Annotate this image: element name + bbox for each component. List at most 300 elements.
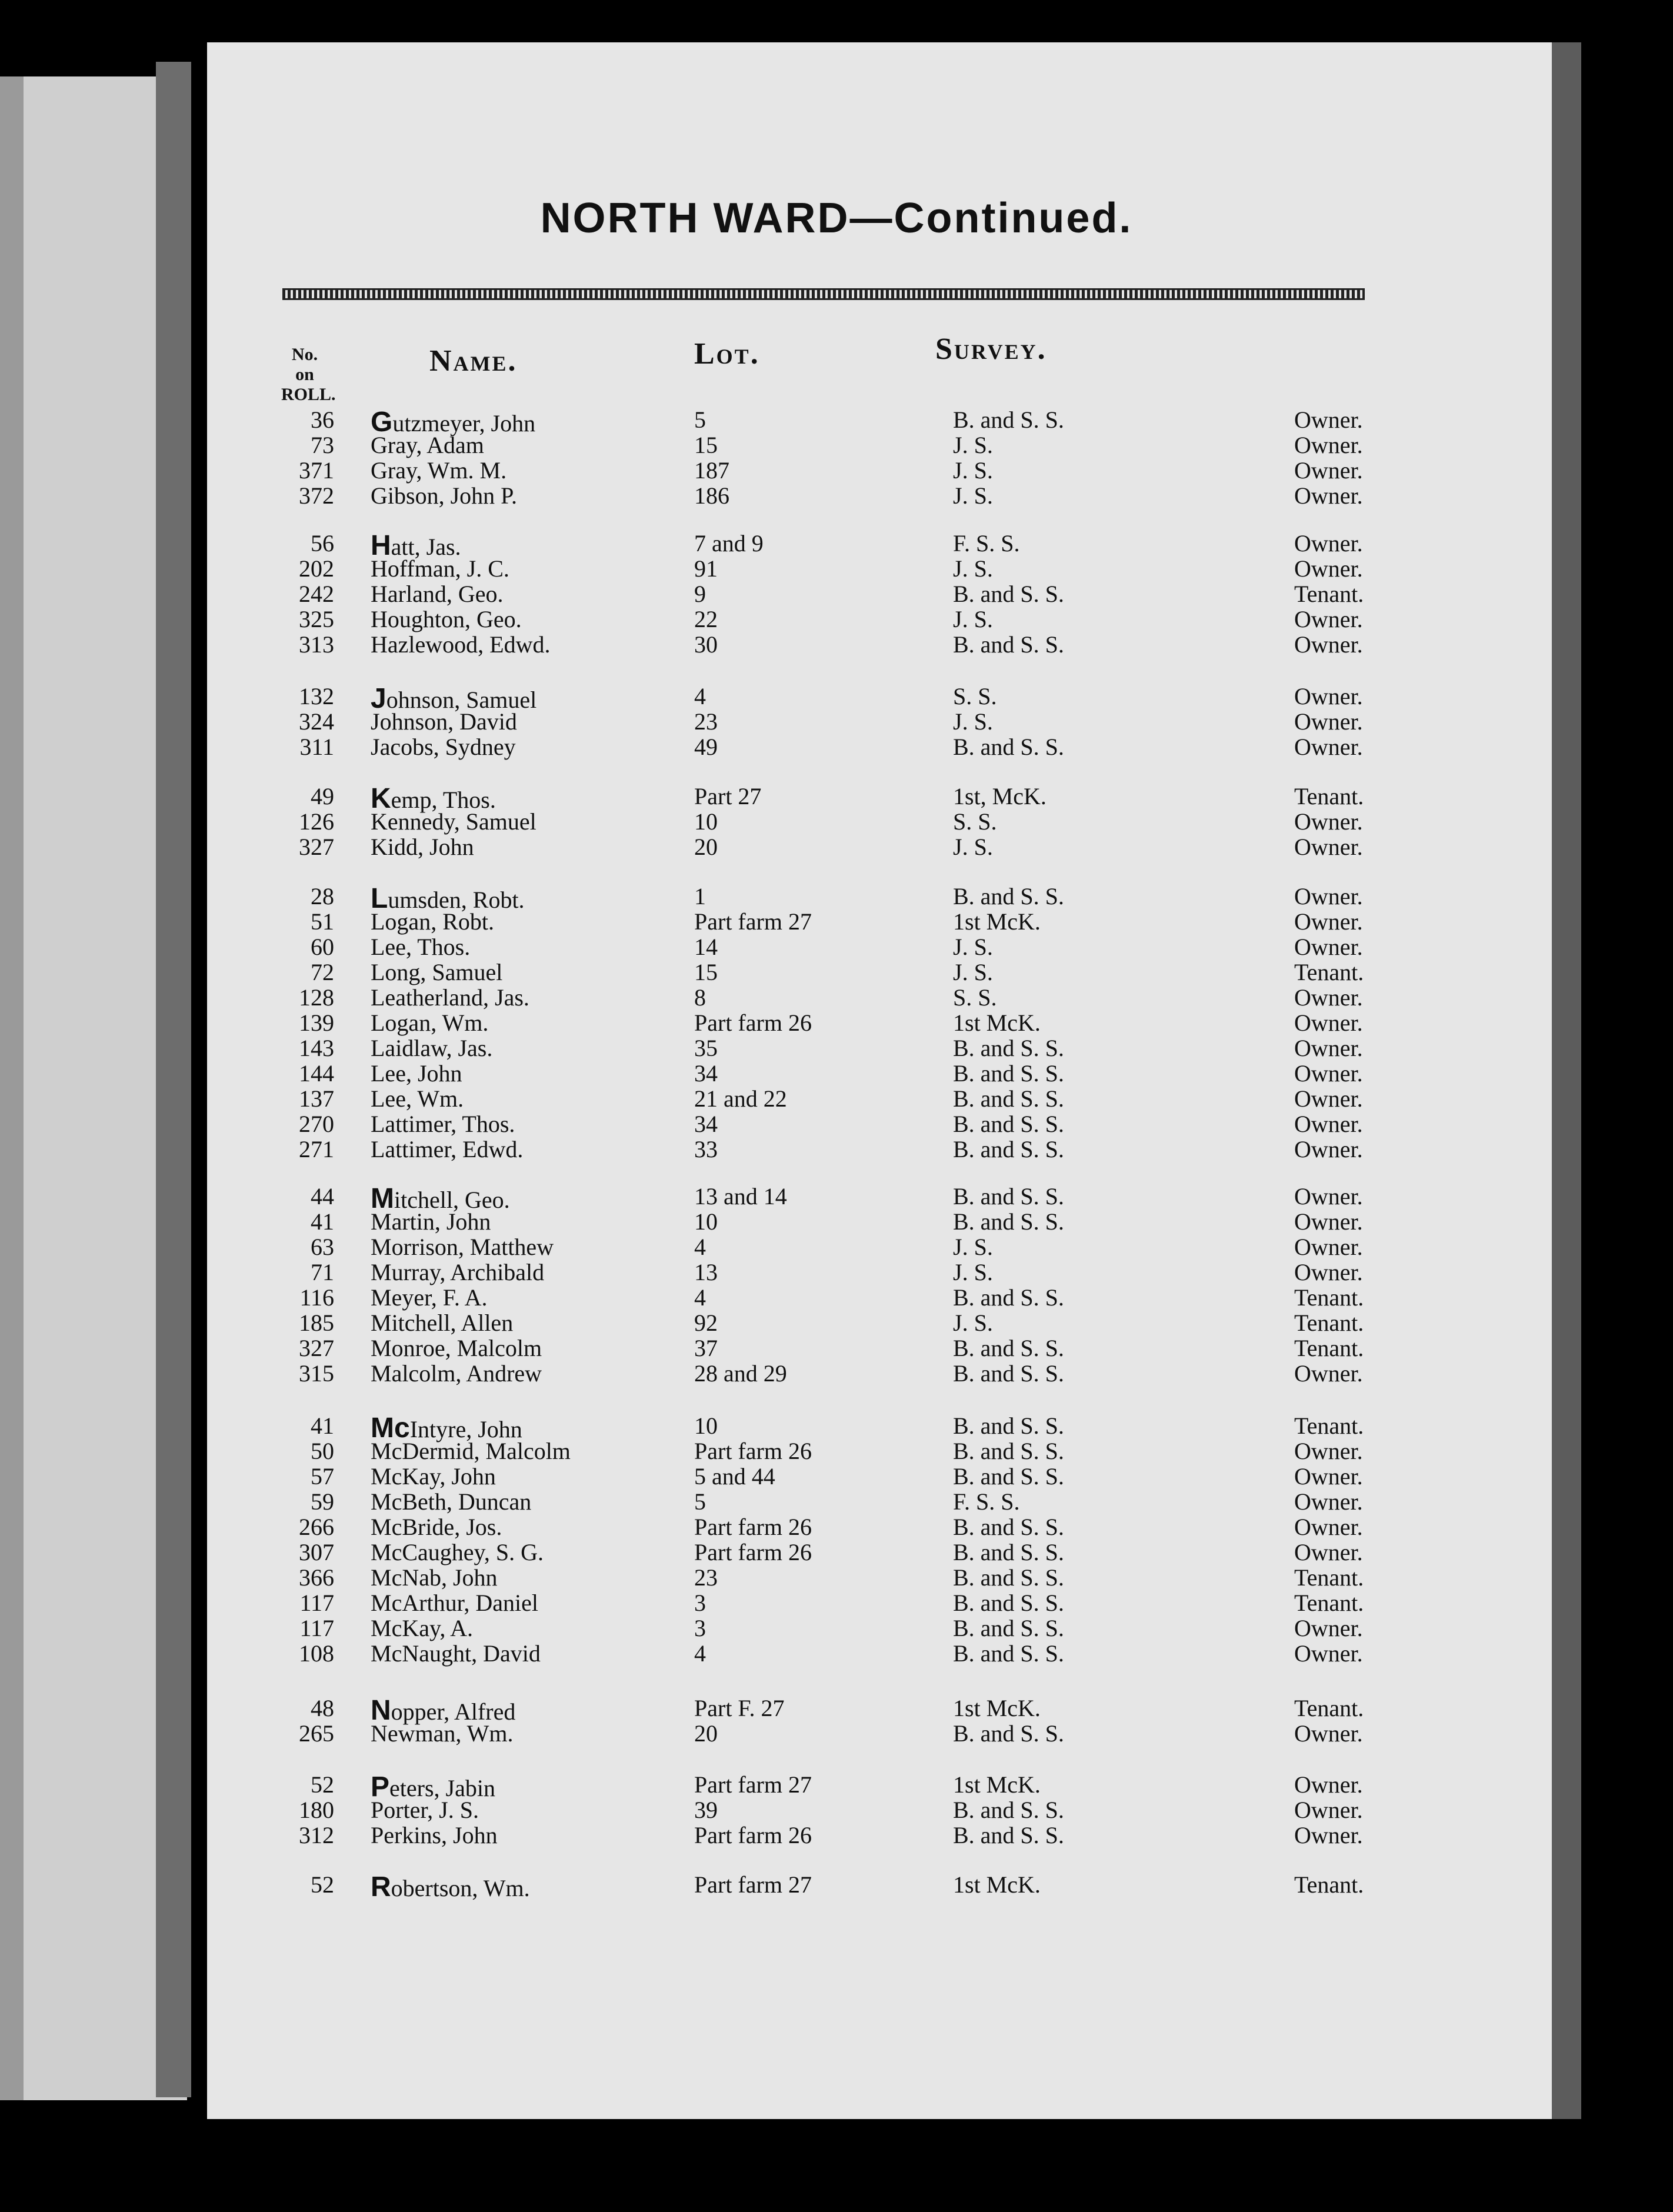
tenure-status: Owner. [1294, 934, 1363, 960]
owner-name: Logan, Wm. [371, 1010, 489, 1036]
survey-name: B. and S. S. [953, 581, 1064, 607]
table-row [0, 555, 1673, 581]
table-row [0, 1309, 1673, 1335]
owner-name: Gutzmeyer, John [371, 407, 536, 438]
roll-number: 60 [311, 934, 334, 960]
owner-name: Martin, John [371, 1208, 491, 1235]
roll-number: 242 [299, 581, 334, 607]
owner-name: Lee, Wm. [371, 1085, 464, 1112]
roll-number: 185 [299, 1310, 334, 1336]
roll-number: 372 [299, 482, 334, 509]
table-row [0, 1694, 1673, 1726]
roll-number: 315 [299, 1360, 334, 1387]
tenure-status: Owner. [1294, 1797, 1363, 1823]
table-row [0, 1360, 1673, 1385]
roll-number: 180 [299, 1797, 334, 1823]
owner-name: Long, Samuel [371, 959, 503, 985]
lot-number: 92 [694, 1310, 718, 1336]
section-initial: K [371, 783, 391, 814]
table-row [0, 1564, 1673, 1590]
survey-name: B. and S. S. [953, 1111, 1064, 1137]
survey-name: J. S. [953, 482, 993, 509]
owner-name: Mitchell, Geo. [371, 1183, 510, 1214]
lot-number: 4 [694, 683, 706, 709]
survey-name: S. S. [953, 683, 997, 709]
lot-number: 5 and 44 [694, 1463, 775, 1490]
lot-number: 3 [694, 1590, 706, 1616]
table-row [0, 1284, 1673, 1310]
owner-name: Lee, Thos. [371, 934, 471, 960]
table-row [0, 1463, 1673, 1488]
table-row [0, 882, 1673, 914]
survey-name: J. S. [953, 834, 993, 860]
tenure-status: Tenant. [1294, 1413, 1364, 1439]
column-header-name: Name. [429, 344, 518, 378]
table-row [0, 1060, 1673, 1085]
tenure-status: Tenant. [1294, 783, 1364, 809]
survey-name: B. and S. S. [953, 1335, 1064, 1361]
roll-number: 56 [311, 530, 334, 557]
owner-name: Monroe, Malcolm [371, 1335, 542, 1361]
lot-number: 35 [694, 1035, 718, 1061]
roll-number: 50 [311, 1438, 334, 1464]
roll-number: 265 [299, 1720, 334, 1747]
table-row [0, 1110, 1673, 1136]
lot-number: 13 [694, 1259, 718, 1285]
section-initial: L [371, 883, 388, 914]
owner-name: Lattimer, Thos. [371, 1111, 515, 1137]
tenure-status: Owner. [1294, 1514, 1363, 1540]
tenure-status: Owner. [1294, 1615, 1363, 1641]
roll-number: 325 [299, 606, 334, 632]
table-row [0, 1488, 1673, 1514]
roll-number: 137 [299, 1085, 334, 1112]
lot-number: 91 [694, 555, 718, 582]
owner-name: Laidlaw, Jas. [371, 1035, 493, 1061]
tenure-status: Owner. [1294, 883, 1363, 910]
survey-name: B. and S. S. [953, 1060, 1064, 1087]
roll-number: 270 [299, 1111, 334, 1137]
lot-number: 28 and 29 [694, 1360, 787, 1387]
owner-name: Johnson, Samuel [371, 683, 537, 714]
owner-name: Hoffman, J. C. [371, 555, 509, 582]
lot-number: 9 [694, 581, 706, 607]
lot-number: 22 [694, 606, 718, 632]
table-row [0, 733, 1673, 759]
section-initial: M [371, 1183, 394, 1214]
table-row [0, 958, 1673, 984]
roll-number: 41 [311, 1413, 334, 1439]
lot-number: 30 [694, 631, 718, 658]
lot-number: 15 [694, 432, 718, 458]
roll-number: 202 [299, 555, 334, 582]
roll-number: 126 [299, 808, 334, 835]
roll-number: 144 [299, 1060, 334, 1087]
roll-number: 63 [311, 1234, 334, 1260]
survey-name: J. S. [953, 555, 993, 582]
tenure-status: Tenant. [1294, 1335, 1364, 1361]
roll-number: 117 [299, 1615, 334, 1641]
lot-number: Part farm 27 [694, 908, 812, 935]
survey-name: B. and S. S. [953, 1284, 1064, 1311]
survey-name: F. S. S. [953, 1488, 1020, 1515]
tenure-status: Owner. [1294, 1259, 1363, 1285]
table-row [0, 1821, 1673, 1847]
survey-name: B. and S. S. [953, 1413, 1064, 1439]
tenure-status: Owner. [1294, 432, 1363, 458]
tenure-status: Owner. [1294, 1463, 1363, 1490]
owner-name: Harland, Geo. [371, 581, 504, 607]
owner-name: Logan, Robt. [371, 908, 494, 935]
roll-number: 41 [311, 1208, 334, 1235]
lot-number: 14 [694, 934, 718, 960]
roll-number: 366 [299, 1564, 334, 1591]
lot-number: Part F. 27 [694, 1695, 785, 1721]
owner-name: Morrison, Matthew [371, 1234, 554, 1260]
table-row [0, 457, 1673, 482]
table-row [0, 1412, 1673, 1444]
survey-name: 1st, McK. [953, 783, 1047, 809]
tenure-status: Owner. [1294, 708, 1363, 735]
section-initial: J [371, 683, 386, 714]
lot-number: 23 [694, 708, 718, 735]
tenure-status: Tenant. [1294, 1284, 1364, 1311]
lot-number: 15 [694, 959, 718, 985]
table-row [0, 1034, 1673, 1060]
owner-name: Gibson, John P. [371, 482, 517, 509]
tenure-status: Owner. [1294, 984, 1363, 1011]
lot-number: 4 [694, 1640, 706, 1667]
roll-number: 71 [311, 1259, 334, 1285]
table-row [0, 1538, 1673, 1564]
owner-name: McCaughey, S. G. [371, 1539, 544, 1565]
roll-number: 36 [311, 407, 334, 433]
survey-name: J. S. [953, 934, 993, 960]
roll-number: 108 [299, 1640, 334, 1667]
roll-number: 57 [311, 1463, 334, 1490]
table-row [0, 1720, 1673, 1745]
lot-number: 186 [694, 482, 729, 509]
owner-name: Newman, Wm. [371, 1720, 514, 1747]
section-initial: G [371, 407, 393, 438]
owner-name: McNab, John [371, 1564, 498, 1591]
table-row [0, 782, 1673, 814]
lot-number: 33 [694, 1136, 718, 1162]
survey-name: B. and S. S. [953, 1136, 1064, 1162]
lot-number: 13 and 14 [694, 1183, 787, 1210]
survey-name: B. and S. S. [953, 1463, 1064, 1490]
tenure-status: Owner. [1294, 482, 1363, 509]
column-header-survey: Survey. [935, 332, 1047, 366]
owner-name: Mitchell, Allen [371, 1310, 514, 1336]
survey-name: J. S. [953, 1234, 993, 1260]
lot-number: Part farm 26 [694, 1822, 812, 1848]
roll-number: 271 [299, 1136, 334, 1162]
tenure-status: Owner. [1294, 1360, 1363, 1387]
roll-number: 59 [311, 1488, 334, 1515]
lot-number: 34 [694, 1111, 718, 1137]
owner-name: Gray, Adam [371, 432, 484, 458]
owner-name: Porter, J. S. [371, 1797, 479, 1823]
lot-number: 4 [694, 1234, 706, 1260]
owner-name: Hazlewood, Edwd. [371, 631, 551, 658]
tenure-status: Owner. [1294, 834, 1363, 860]
table-row [0, 933, 1673, 959]
roll-number: 324 [299, 708, 334, 735]
survey-name: S. S. [953, 808, 997, 835]
tenure-status: Owner. [1294, 606, 1363, 632]
lot-number: Part farm 27 [694, 1771, 812, 1798]
survey-name: B. and S. S. [953, 1360, 1064, 1387]
lot-number: Part farm 26 [694, 1438, 812, 1464]
table-row [0, 482, 1673, 508]
survey-name: J. S. [953, 606, 993, 632]
roll-number: 327 [299, 1335, 334, 1361]
tenure-status: Owner. [1294, 1438, 1363, 1464]
lot-number: 10 [694, 1413, 718, 1439]
survey-name: J. S. [953, 457, 993, 484]
lot-number: 20 [694, 1720, 718, 1747]
tenure-status: Owner. [1294, 1720, 1363, 1747]
owner-name: McDermid, Malcolm [371, 1438, 571, 1464]
table-row [0, 1771, 1673, 1803]
roll-number: 143 [299, 1035, 334, 1061]
table-row [0, 808, 1673, 834]
roll-number: 49 [311, 783, 334, 809]
owner-name: Gray, Wm. M. [371, 457, 507, 484]
survey-name: B. and S. S. [953, 1438, 1064, 1464]
owner-name: Hatt, Jas. [371, 530, 461, 561]
tenure-status: Owner. [1294, 530, 1363, 557]
owner-name: Robertson, Wm. [371, 1871, 530, 1903]
survey-name: B. and S. S. [953, 883, 1064, 910]
survey-name: 1st McK. [953, 1871, 1041, 1898]
lot-number: 7 and 9 [694, 530, 764, 557]
header-no-on: No. on [291, 345, 318, 384]
tenure-status: Tenant. [1294, 1564, 1364, 1591]
survey-name: B. and S. S. [953, 1822, 1064, 1848]
table-row [0, 833, 1673, 859]
table-row [0, 984, 1673, 1010]
tenure-status: Owner. [1294, 1208, 1363, 1235]
roll-number: 313 [299, 631, 334, 658]
owner-name: Kidd, John [371, 834, 474, 860]
table-row [0, 1513, 1673, 1539]
owner-name: Kemp, Thos. [371, 783, 496, 814]
column-header-lot: Lot. [694, 337, 760, 371]
section-initial: P [371, 1771, 390, 1803]
tenure-status: Owner. [1294, 808, 1363, 835]
lot-number: 20 [694, 834, 718, 860]
roll-number: 266 [299, 1514, 334, 1540]
survey-name: B. and S. S. [953, 1183, 1064, 1210]
lot-number: 23 [694, 1564, 718, 1591]
lot-number: 1 [694, 883, 706, 910]
owner-name: McKay, John [371, 1463, 496, 1490]
owner-name: Lumsden, Robt. [371, 883, 525, 914]
lot-number: 49 [694, 734, 718, 760]
tenure-status: Owner. [1294, 1640, 1363, 1667]
tenure-status: Owner. [1294, 1771, 1363, 1798]
roll-number: 311 [299, 734, 334, 760]
owner-name: Jacobs, Sydney [371, 734, 516, 760]
survey-name: B. and S. S. [953, 1035, 1064, 1061]
roll-number: 73 [311, 432, 334, 458]
roll-number: 312 [299, 1822, 334, 1848]
roll-number: 116 [299, 1284, 334, 1311]
roll-number: 117 [299, 1590, 334, 1616]
table-row [0, 1589, 1673, 1615]
owner-name: Houghton, Geo. [371, 606, 522, 632]
owner-name: Leatherland, Jas. [371, 984, 529, 1011]
roll-number: 44 [311, 1183, 334, 1210]
section-initial: R [371, 1871, 391, 1903]
tenure-status: Owner. [1294, 457, 1363, 484]
lot-number: 4 [694, 1284, 706, 1311]
section-initial: Mc [371, 1413, 410, 1444]
table-row [0, 1085, 1673, 1111]
table-row [0, 908, 1673, 934]
lot-number: 5 [694, 1488, 706, 1515]
tenure-status: Owner. [1294, 908, 1363, 935]
table-row [0, 1796, 1673, 1822]
survey-name: 1st McK. [953, 908, 1041, 935]
tenure-status: Tenant. [1294, 1871, 1364, 1898]
owner-name: McBride, Jos. [371, 1514, 502, 1540]
owner-name: Perkins, John [371, 1822, 498, 1848]
roll-number: 48 [311, 1695, 334, 1721]
lot-number: 3 [694, 1615, 706, 1641]
lot-number: 34 [694, 1060, 718, 1087]
survey-name: J. S. [953, 708, 993, 735]
table-row [0, 1009, 1673, 1035]
survey-name: B. and S. S. [953, 1085, 1064, 1112]
survey-name: S. S. [953, 984, 997, 1011]
owner-name: Kennedy, Samuel [371, 808, 536, 835]
tenure-status: Owner. [1294, 1111, 1363, 1137]
lot-number: 37 [694, 1335, 718, 1361]
table-row [0, 1334, 1673, 1360]
page-title: NORTH WARD—Continued. [540, 195, 1133, 242]
header-roll: ROLL. [281, 385, 336, 404]
table-row [0, 682, 1673, 714]
lot-number: 187 [694, 457, 729, 484]
lot-number: 10 [694, 808, 718, 835]
roll-number: 28 [311, 883, 334, 910]
survey-name: B. and S. S. [953, 1797, 1064, 1823]
lot-number: Part farm 26 [694, 1514, 812, 1540]
table-row [0, 1258, 1673, 1284]
survey-name: B. and S. S. [953, 1640, 1064, 1667]
survey-name: 1st McK. [953, 1010, 1041, 1036]
roll-number: 52 [311, 1871, 334, 1898]
table-row [0, 431, 1673, 457]
survey-name: B. and S. S. [953, 734, 1064, 760]
owner-name: Lattimer, Edwd. [371, 1136, 524, 1162]
tenure-status: Owner. [1294, 1822, 1363, 1848]
section-initial: H [371, 530, 391, 561]
lot-number: Part 27 [694, 783, 762, 809]
table-row [0, 1871, 1673, 1903]
tenure-status: Owner. [1294, 555, 1363, 582]
table-row [0, 1437, 1673, 1463]
owner-name: Malcolm, Andrew [371, 1360, 542, 1387]
tenure-status: Tenant. [1294, 1310, 1364, 1336]
tenure-status: Owner. [1294, 407, 1363, 433]
survey-name: B. and S. S. [953, 1720, 1064, 1747]
tenure-status: Owner. [1294, 1035, 1363, 1061]
owner-name: Peters, Jabin [371, 1771, 495, 1803]
survey-name: B. and S. S. [953, 1514, 1064, 1540]
tenure-status: Owner. [1294, 1010, 1363, 1036]
owner-name: McNaught, David [371, 1640, 541, 1667]
survey-name: J. S. [953, 959, 993, 985]
survey-name: B. and S. S. [953, 1208, 1064, 1235]
lot-number: Part farm 27 [694, 1871, 812, 1898]
tenure-status: Owner. [1294, 631, 1363, 658]
survey-name: B. and S. S. [953, 1615, 1064, 1641]
owner-name: McKay, A. [371, 1615, 474, 1641]
table-row [0, 1208, 1673, 1234]
survey-name: 1st McK. [953, 1771, 1041, 1798]
owner-name: Lee, John [371, 1060, 462, 1087]
roll-number: 132 [299, 683, 334, 709]
owner-name: McBeth, Duncan [371, 1488, 532, 1515]
tenure-status: Owner. [1294, 1060, 1363, 1087]
roll-number: 307 [299, 1539, 334, 1565]
tenure-status: Owner. [1294, 1488, 1363, 1515]
tenure-status: Tenant. [1294, 581, 1364, 607]
roll-number: 51 [311, 908, 334, 935]
roll-number: 128 [299, 984, 334, 1011]
tenure-status: Owner. [1294, 683, 1363, 709]
table-row [0, 631, 1673, 657]
tenure-status: Owner. [1294, 1136, 1363, 1162]
lot-number: 5 [694, 407, 706, 433]
tenure-status: Owner. [1294, 1183, 1363, 1210]
owner-name: Meyer, F. A. [371, 1284, 488, 1311]
table-row [0, 1135, 1673, 1161]
survey-name: B. and S. S. [953, 1564, 1064, 1591]
lot-number: 8 [694, 984, 706, 1011]
owner-name: Murray, Archibald [371, 1259, 545, 1285]
lot-number: Part farm 26 [694, 1010, 812, 1036]
tenure-status: Owner. [1294, 734, 1363, 760]
table-row [0, 580, 1673, 606]
tenure-status: Tenant. [1294, 1590, 1364, 1616]
survey-name: J. S. [953, 1259, 993, 1285]
table-row [0, 1640, 1673, 1665]
table-row [0, 605, 1673, 631]
table-row [0, 708, 1673, 734]
lot-number: Part farm 26 [694, 1539, 812, 1565]
lot-number: 21 and 22 [694, 1085, 787, 1112]
survey-name: 1st McK. [953, 1695, 1041, 1721]
tenure-status: Owner. [1294, 1085, 1363, 1112]
owner-name: McArthur, Daniel [371, 1590, 538, 1616]
survey-name: J. S. [953, 1310, 993, 1336]
survey-name: B. and S. S. [953, 1590, 1064, 1616]
survey-name: J. S. [953, 432, 993, 458]
section-initial: N [371, 1695, 391, 1726]
owner-name: McIntyre, John [371, 1413, 522, 1444]
table-row [0, 406, 1673, 438]
lot-number: 10 [694, 1208, 718, 1235]
table-row [0, 1233, 1673, 1259]
survey-name: B. and S. S. [953, 407, 1064, 433]
owner-name: Johnson, David [371, 708, 517, 735]
tenure-status: Owner. [1294, 1539, 1363, 1565]
